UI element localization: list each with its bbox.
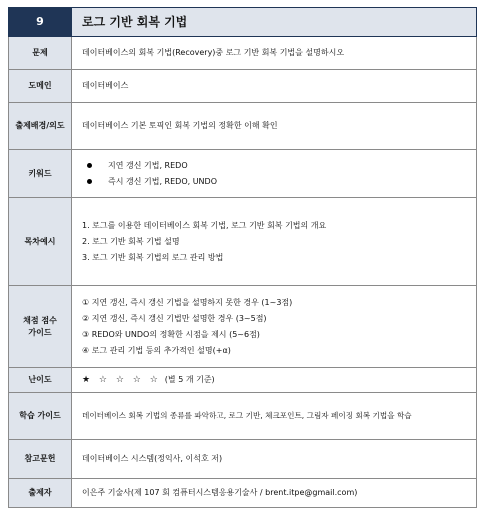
grading-item: ① 지연 갱신, 즉시 갱신 기법을 설명하지 못한 경우 (1~3점)	[82, 297, 293, 307]
row-difficulty	[9, 368, 477, 393]
label-difficulty: 난이도	[9, 368, 72, 393]
question-number: 9	[9, 8, 72, 37]
bullet-icon	[87, 163, 92, 168]
row-grading	[9, 286, 477, 368]
value-domain: 데이터베이스	[72, 70, 477, 103]
toc-item: 3. 로그 기반 회복 기법의 로그 관리 방법	[82, 252, 224, 262]
label-question: 문제	[9, 37, 72, 70]
label-intent: 출제배경/의도	[9, 103, 72, 150]
bullet-icon	[87, 179, 92, 184]
grading-item: ② 지연 갱신, 즉시 갱신 기법만 설명한 경우 (3~5점)	[82, 313, 267, 323]
row-author	[9, 479, 477, 508]
grading-item: ③ REDO와 UNDO의 정확한 시점을 제시 (5~6점)	[82, 329, 260, 339]
label-domain: 도메인	[9, 70, 72, 103]
row-study-guide	[9, 393, 477, 440]
label-keywords: 키워드	[9, 150, 72, 198]
value-grading	[72, 286, 477, 368]
row-references	[9, 440, 477, 479]
label-author: 출제자	[9, 479, 72, 508]
label-toc: 목차예시	[9, 198, 72, 286]
keyword-item: 즉시 갱신 기법, REDO, UNDO	[82, 174, 476, 190]
row-toc	[9, 198, 477, 286]
row-question	[9, 37, 477, 70]
value-question: 데이터베이스의 회복 기법(Recovery)중 로그 기반 회복 기법을 설명하시오	[72, 37, 477, 70]
question-title: 로그 기반 회복 기법	[72, 8, 477, 37]
value-intent: 데이터베이스 기본 토픽인 회복 기법의 정확한 이해 확인	[72, 103, 477, 150]
header-row	[9, 8, 477, 37]
toc-item: 1. 로그를 이용한 데이터베이스 회복 기법, 로그 기반 회복 기법의 개요	[82, 220, 327, 230]
label-study-guide: 학습 가이드	[9, 393, 72, 440]
question-sheet	[8, 7, 477, 508]
value-difficulty	[72, 368, 477, 393]
value-study-guide: 데이터베이스 회복 기법의 종류를 파악하고, 로그 기반, 체크포인트, 그림자 페이징 회복 기법을 학습	[72, 393, 477, 440]
label-references: 참고문헌	[9, 440, 72, 479]
value-keywords	[72, 150, 477, 198]
value-author: 이은주 기술사(제 107 회 컴퓨터시스템응용기술사 / brent.itpe@gmail.com)	[72, 479, 477, 508]
row-keywords	[9, 150, 477, 198]
keyword-item: 지연 갱신 기법, REDO	[82, 158, 476, 174]
toc-item: 2. 로그 기반 회복 기법 설명	[82, 236, 180, 246]
difficulty-note: (별 5 개 기준)	[164, 375, 215, 384]
value-references: 데이터베이스 시스템(정익사, 이석호 저)	[72, 440, 477, 479]
question-table	[8, 7, 477, 508]
difficulty-stars: ★ ☆ ☆ ☆ ☆	[82, 375, 161, 385]
row-intent	[9, 103, 477, 150]
value-toc	[72, 198, 477, 286]
grading-item: ④ 로그 관리 기법 등의 추가적인 설명(+α)	[82, 345, 231, 355]
label-grading: 채점 점수 가이드	[9, 286, 72, 368]
row-domain	[9, 70, 477, 103]
